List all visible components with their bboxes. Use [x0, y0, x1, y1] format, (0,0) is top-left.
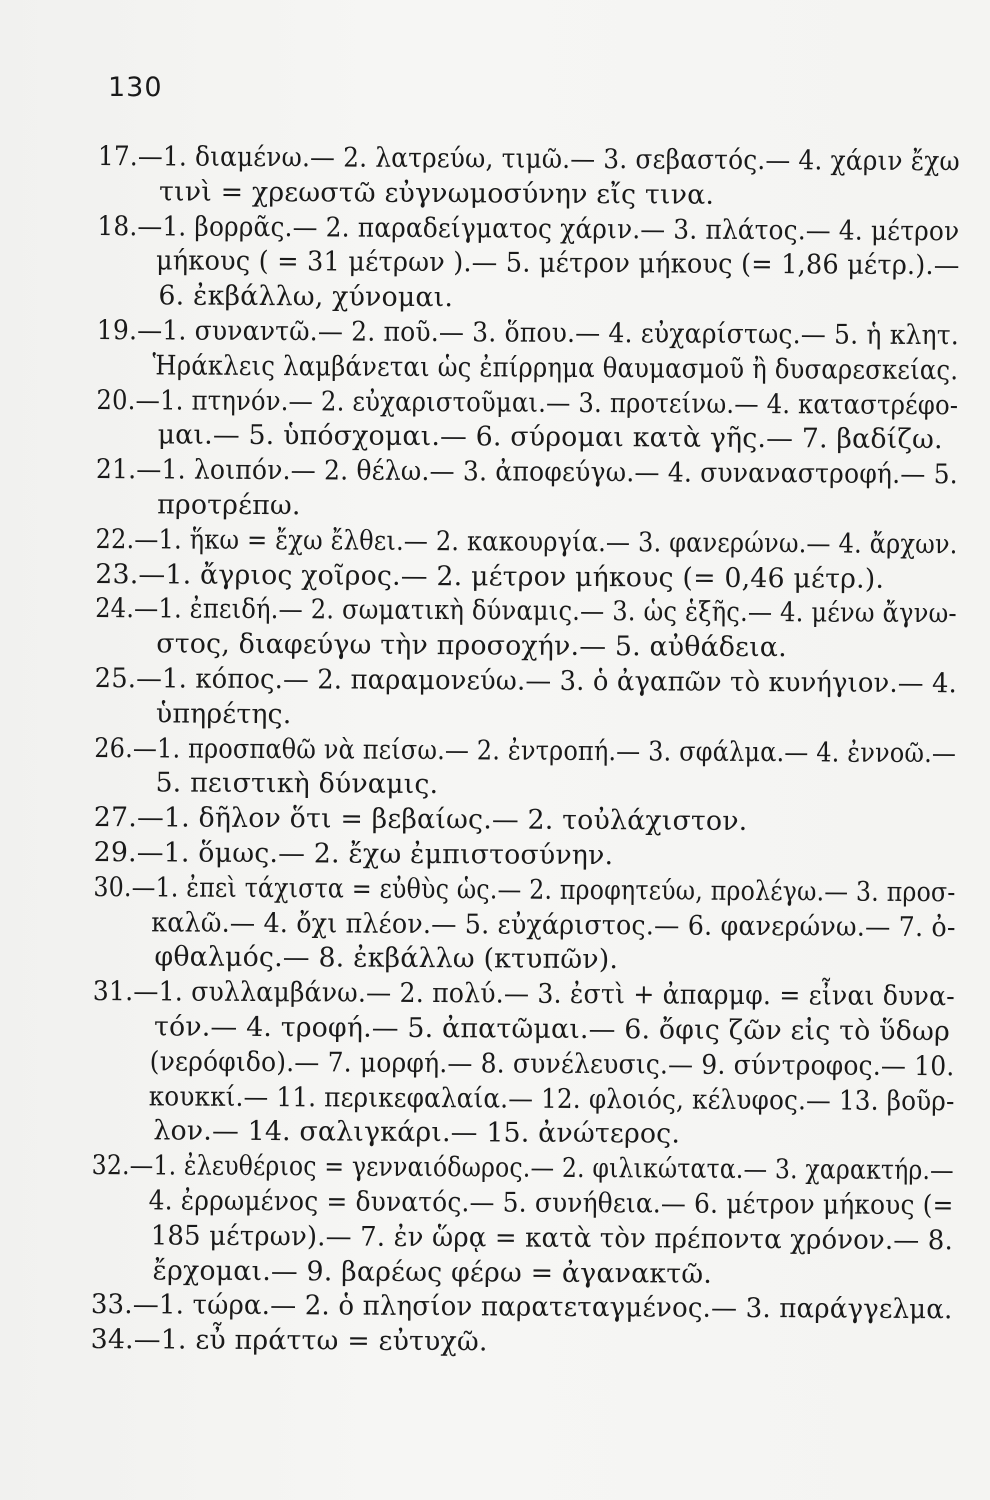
glossary-entry: [95, 558, 965, 598]
entry-first-line: 24.—1. ἐπειδή.— 2. σωματικὴ δύναμις.— 3. ὡς ἑξῆς.— 4. μένω ἄγνω-: [95, 593, 957, 630]
entry-continuation-line: τινὶ = χρεωστῶ εὐγνωμοσύνην εἴς τινα.: [159, 176, 715, 211]
entry-first-line: 26.—1. προσπαθῶ νὰ πείσω.— 2. ἐντροπή.— 3. σφάλμα.— 4. ἐννοῶ.—: [94, 732, 957, 769]
glossary-entry: [94, 801, 964, 841]
entry-continuation-line: φθαλμός.— 8. ἐκβάλλω (κτυπῶν).: [154, 941, 619, 976]
entry-first-line: 31.—1. συλλαμβάνω.— 2. πολύ.— 3. ἐστὶ + ἀπαρμφ. = εἶναι δυνα-: [92, 976, 956, 1013]
entry-continuation-line: μαι.— 5. ὑπόσχομαι.— 6. σύρομαι κατὰ γῆς.— 7. βαδίζω.: [157, 419, 943, 456]
glossary-entry: [98, 140, 968, 215]
glossary-entry: [95, 592, 965, 667]
entry-first-line: 17.—1. διαμένω.— 2. λατρεύω, τιμῶ.— 3. σεβαστός.— 4. χάριν ἔχω: [97, 140, 960, 178]
entry-first-line: 32.—1. ἐλευθέριος = γενναιόδωρος.— 2. φιλικώτατα.— 3. χαρακτήρ.—: [91, 1150, 954, 1187]
glossary-list: [91, 140, 968, 1363]
entry-continuation-line: ὑπηρέτης.: [155, 698, 292, 730]
entry-continuation-line: (νερόφιδο).— 7. μορφή.— 8. συνέλευσις.— 9. σύντροφος.— 10.: [149, 1046, 955, 1082]
entry-continuation-line: 185 μέτρων).— 7. ἐν ὥρᾳ = κατὰ τὸν πρέποντα χρόνον.— 8.: [150, 1220, 954, 1256]
entry-continuation-line: καλῶ.— 4. ὄχι πλέον.— 5. εὐχάριστος.— 6. φανερώνω.— 7. ὀ-: [151, 906, 956, 943]
entry-first-line: 20.—1. πτηνόν.— 2. εὐχαριστοῦμαι.— 3. προτείνω.— 4. καταστρέφο-: [96, 384, 959, 421]
glossary-entry: [97, 210, 968, 320]
entry-first-line: 19.—1. συναντῶ.— 2. ποῦ.— 3. ὅπου.— 4. εὐχαρίστως.— 5. ἡ κλητ.: [96, 314, 959, 352]
entry-continuation-line: κουκκί.— 11. περικεφαλαία.— 12. φλοιός, κέλυφος.— 13. βοῦρ-: [148, 1080, 955, 1117]
entry-first-line: 27.—1. δῆλον ὅτι = βεβαίως.— 2. τοὐλάχιστον.: [93, 802, 748, 838]
page-number: 130: [108, 72, 163, 103]
glossary-entry: [91, 1288, 961, 1328]
glossary-entry: [97, 314, 967, 389]
entry-first-line: 33.—1. τώρα.— 2. ὁ πλησίον παρατεταγμένος.— 3. παράγγελμα.: [90, 1289, 953, 1326]
entry-continuation-line: ἔρχομαι.— 9. βαρέως φέρω = ἀγανακτῶ.: [152, 1254, 713, 1290]
glossary-entry: [96, 453, 966, 528]
glossary-entry: [94, 732, 964, 807]
entry-continuation-line: 6. ἐκβάλλω, χύνομαι.: [158, 280, 454, 314]
entry-continuation-line: Ἡράκλεις λαμβάνεται ὡς ἐπίρρημα θαυμασμοῦ ἢ δυσαρεσκείας.: [152, 350, 959, 387]
entry-first-line: 30.—1. ἐπεὶ τάχιστα = εὐθὺς ὡς.— 2. προφητεύω, προλέγω.— 3. προσ-: [93, 871, 956, 908]
entry-first-line: 34.—1. εὖ πράττω = εὐτυχῶ.: [90, 1324, 488, 1358]
entry-first-line: 29.—1. ὅμως.— 2. ἔχω ἐμπιστοσύνην.: [93, 836, 614, 872]
entry-first-line: 23.—1. ἄγριος χοῖρος.— 2. μέτρον μήκους (= 0,46 μέτρ.).: [95, 558, 885, 595]
glossary-entry: [95, 523, 965, 563]
entry-continuation-line: στος, διαφεύγω τὴν προσοχήν.— 5. αὐθάδεια.: [156, 628, 787, 664]
entry-first-line: 18.—1. βορρᾶς.— 2. παραδείγματος χάριν.— 3. πλάτος.— 4. μέτρον: [97, 210, 960, 247]
glossary-entry: [91, 1323, 961, 1363]
entry-continuation-line: 5. πειστικὴ δύναμις.: [155, 767, 439, 801]
glossary-entry: [96, 384, 966, 459]
glossary-entry: [92, 975, 963, 1154]
entry-first-line: 21.—1. λοιπόν.— 2. θέλω.— 3. ἀποφεύγω.— 4. συναναστροφή.— 5.: [95, 454, 958, 491]
entry-continuation-line: 4. ἐρρωμένος = δυνατός.— 5. συνήθεια.— 6. μέτρον μήκους (=: [148, 1185, 954, 1222]
glossary-entry: [94, 662, 964, 737]
entry-first-line: 22.—1. ἥκω = ἔχω ἔλθει.— 2. κακουργία.— 3. φανερώνω.— 4. ἄρχων.: [95, 523, 958, 561]
entry-first-line: 25.—1. κόπος.— 2. παραμονεύω.— 3. ὁ ἀγαπῶν τὸ κυνήγιον.— 4.: [94, 662, 958, 700]
glossary-entry: [93, 871, 964, 981]
entry-continuation-line: προτρέπω.: [157, 489, 301, 522]
entry-continuation-line: μήκους ( = 31 μέτρων ).— 5. μέτρον μήκους (= 1,86 μέτρ.).—: [155, 245, 960, 282]
entry-continuation-line: λον.— 14. σαλιγκάρι.— 15. ἀνώτερος.: [153, 1115, 681, 1150]
glossary-entry: [91, 1149, 962, 1293]
entry-continuation-line: τόν.— 4. τροφή.— 5. ἀπατῶμαι.— 6. ὄφις ζῶν εἰς τὸ ὕδωρ: [153, 1011, 951, 1048]
glossary-entry: [94, 836, 964, 876]
